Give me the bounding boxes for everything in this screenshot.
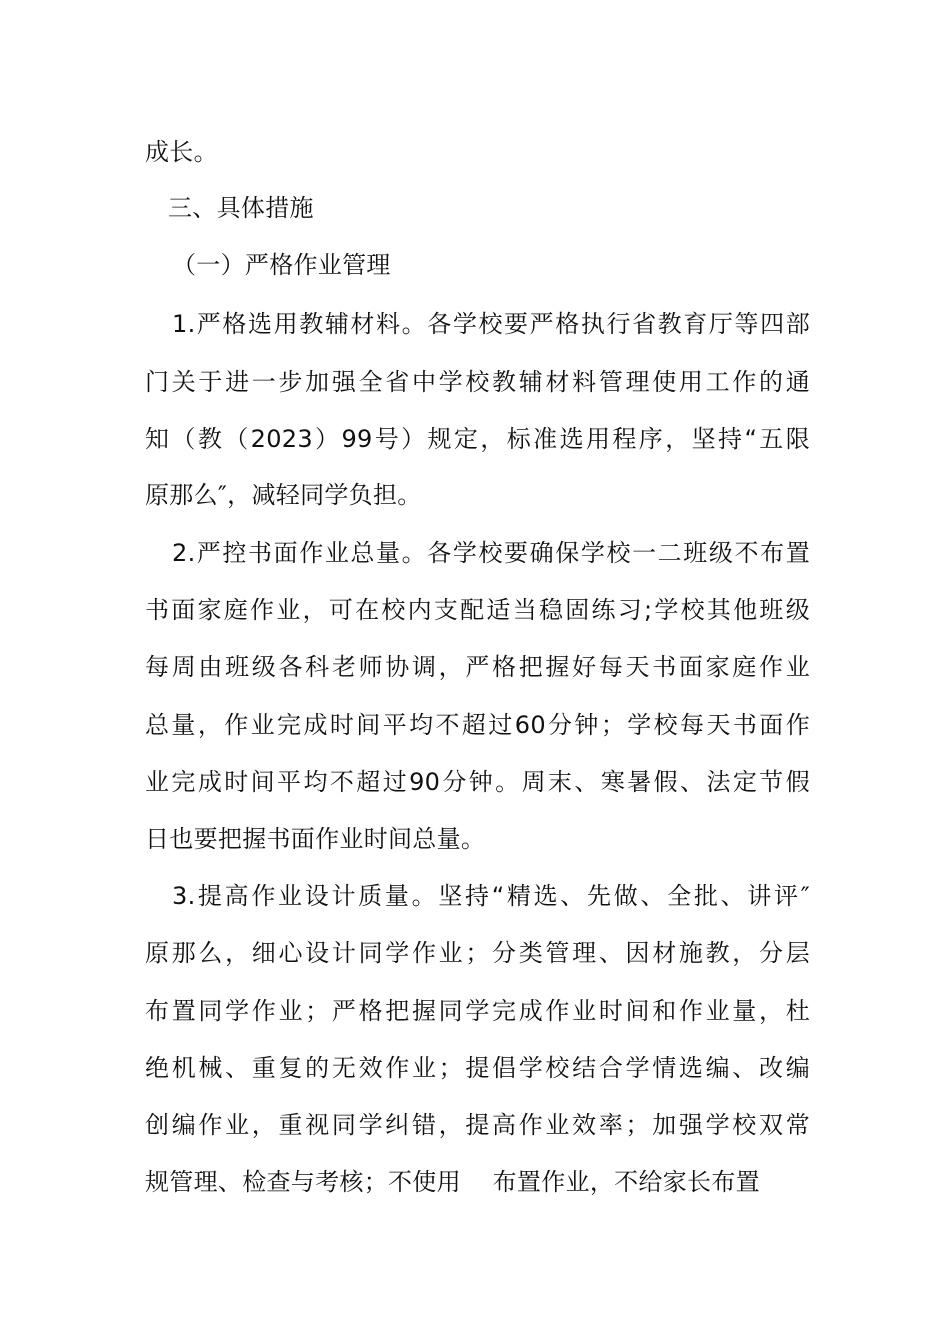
paragraph-line: 规管理、检查与考核；不使用 布置作业，不给家长布置 — [145, 1168, 760, 1196]
paragraph-line: 门关于进一步加强全省中学校教辅材料管理使用工作的通 — [145, 368, 810, 396]
paragraph-line: 1.严格选用教辅材料。各学校要严格执行省教育厅等四部 — [172, 310, 810, 338]
section-heading: 三、具体措施 — [168, 194, 314, 222]
paragraph-line: 绝机械、重复的无效作业；提倡学校结合学情选编、改编 — [145, 1054, 810, 1082]
paragraph-line: 原那么，细心设计同学作业；分类管理、因材施教，分层 — [145, 939, 810, 967]
paragraph-line: 创编作业，重视同学纠错，提高作业效率；加强学校双常 — [145, 1111, 810, 1139]
paragraph-line: 原那么″，减轻同学负担。 — [145, 481, 422, 509]
paragraph-line: 2.严控书面作业总量。各学校要确保学校一二班级不布置 — [172, 539, 810, 567]
paragraph-line: 业完成时间平均不超过90分钟。周末、寒暑假、法定节假 — [145, 768, 810, 796]
paragraph-line: 每周由班级各科老师协调，严格把握好每天书面家庭作业 — [145, 653, 810, 681]
paragraph-line: 知（教（2023）99号）规定，标准选用程序，坚持“五限 — [145, 425, 810, 453]
subsection-heading: （一）严格作业管理 — [172, 251, 391, 279]
paragraph-line: 布置同学作业；严格把握同学完成作业时间和作业量，杜 — [145, 997, 810, 1025]
paragraph-line: 成长。 — [145, 138, 218, 166]
paragraph-line: 总量，作业完成时间平均不超过60分钟；学校每天书面作 — [145, 711, 810, 739]
paragraph-line: 3.提高作业设计质量。坚持“精选、先做、全批、讲评″ — [172, 882, 810, 910]
paragraph-line: 书面家庭作业，可在校内支配适当稳固练习;学校其他班级 — [145, 596, 810, 624]
paragraph-line: 日也要把握书面作业时间总量。 — [145, 825, 486, 853]
